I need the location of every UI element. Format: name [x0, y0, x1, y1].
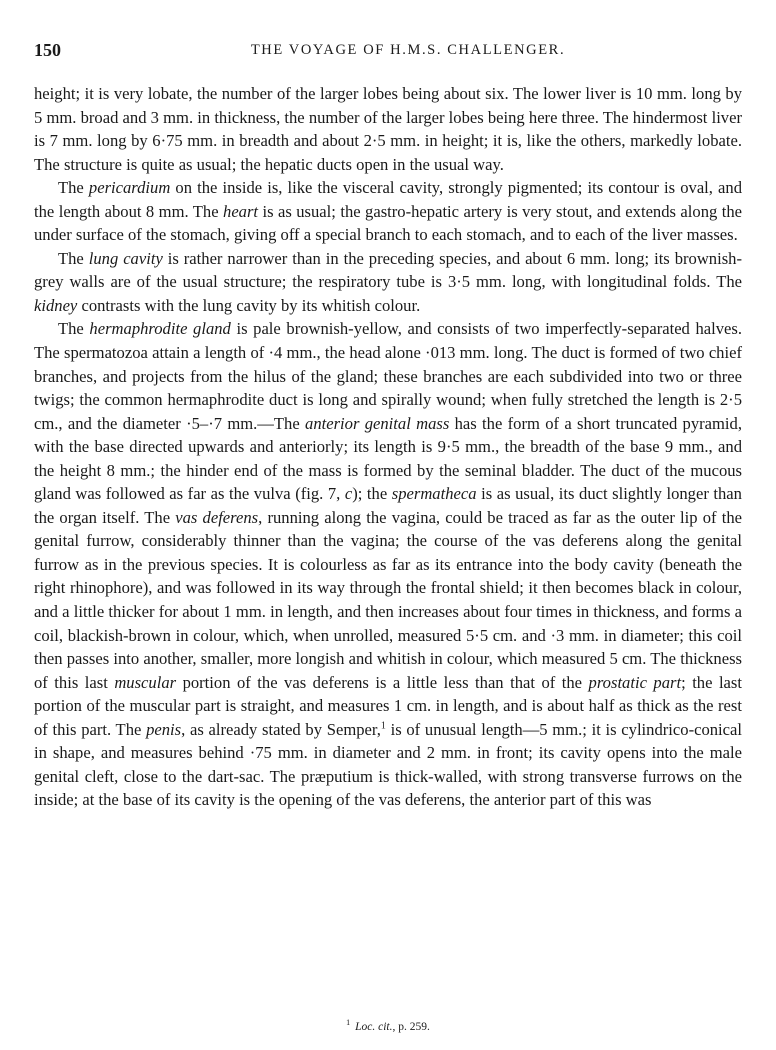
- term-lung-cavity: lung cavity: [88, 248, 163, 268]
- running-title: THE VOYAGE OF H.M.S. CHALLENGER.: [250, 42, 566, 58]
- body-text: [34, 82, 742, 812]
- page-number: 150: [34, 40, 61, 60]
- footnote-reference: 1: [380, 720, 386, 732]
- term-pericardium: pericardium: [88, 178, 171, 198]
- term-hermaphrodite-gland: hermaphrodite gland: [89, 319, 231, 339]
- page-header: [34, 40, 742, 66]
- term-muscular: muscular: [114, 672, 177, 692]
- footnote-mark: 1: [346, 1018, 351, 1027]
- paragraph-2: The pericardium on the inside is, like the visceral cavity, strongly pigmented; its contour is oval, and the length about 8 mm. The heart is as usual; the gastro-hepatic artery is very stout, and extends along the under surface of the stomach, giving off a special branch to each stomach, and to each of the liver masses.: [34, 178, 742, 245]
- term-penis: penis: [146, 719, 182, 739]
- term-spermatheca: spermatheca: [391, 484, 477, 504]
- footnote-page: , p. 259.: [392, 1020, 430, 1033]
- paragraph-1: height; it is very lobate, the number of the larger lobes being about six. The lower liver is 10 mm. long by 5 mm. broad and 3 mm. in thickness, the number of the larger lobes being here three. The hindermost liver is 7 mm. long by 6·75 mm. in breadth and about 2·5 mm. in height; it is, like the others, markedly lobate. The structure is quite as usual; the hepatic ducts open in the usual way.: [34, 84, 742, 174]
- paragraph-4: The hermaphrodite gland is pale brownish-yellow, and consists of two imperfectly-separated halves. The spermatozoa attain a length of ·4 mm., the head alone ·013 mm. long. The duct is formed of two chief branches, and projects from the hilus of the gland; these branches are each subdivided into two or three twigs; the common hermaphrodite duct is long and spirally wound; when fully stretched the length is 2·5 cm., and the diameter ·5–·7 mm.—The anterior genital mass has the form of a short truncated pyramid, with the base directed upwards and anteriorly; its length is 9·5 mm., the breadth of the base 9 mm., and the height 8 mm.; the hinder end of the mass is formed by the seminal bladder. The duct of the mucous gland was followed as far as the vulva (fig. 7, c); the spermatheca is as usual, its duct slightly longer than the organ itself. The vas deferens, running along the vagina, could be traced as far as the outer lip of the genital furrow, considerably thinner than the vagina; the course of the vas deferens along the genital furrow as in the previous species. It is colourless as far as its entrance into the body cavity (beneath the right rhinophore), and was followed in its way through the frontal shield; it then becomes black in colour, and a little thicker for about 1 mm. in length, and then increases about four times in thickness, and forms a coil, blackish-brown in colour, which, when unrolled, measured 5·5 cm. and ·3 mm. in diameter; this coil then passes into another, smaller, more longish and whitish in colour, which measured 5 cm. The thickness of this last muscular portion of the vas deferens is a little less than that of the prostatic part; the last portion of the muscular part is straight, and measures 1 cm. in length, and is about half as thick as the rest of this part. The penis, as already stated by Semper,$^1$ is of unusual length—5 mm.; it is cylindrico-conical in shape, and measures behind ·75 mm. in diameter and 2 mm. in front; its cavity opens into the male genital cleft, close to the dart-sac. The præputium is thick-walled, with strong transverse furrows on the inside; at the base of its cavity is the opening of the vas deferens, the anterior part of this was: [34, 319, 743, 810]
- figure-label: c: [344, 484, 353, 504]
- term-kidney: kidney: [34, 295, 78, 315]
- footnote: [0, 1018, 776, 1033]
- term-vas-deferens: vas deferens: [175, 507, 259, 527]
- paragraph-3: The lung cavity is rather narrower than in the preceding species, and about 6 mm. long; its brownish-grey walls are of the usual structure; the respiratory tube is 3·5 mm. long, with longitudinal folds. The kidney contrasts with the lung cavity by its whitish colour.: [34, 248, 742, 315]
- term-anterior-genital-mass: anterior genital mass: [305, 413, 450, 433]
- term-heart: heart: [223, 201, 259, 221]
- term-prostatic-part: prostatic part: [588, 672, 682, 692]
- footnote-citation: Loc. cit.: [355, 1020, 393, 1033]
